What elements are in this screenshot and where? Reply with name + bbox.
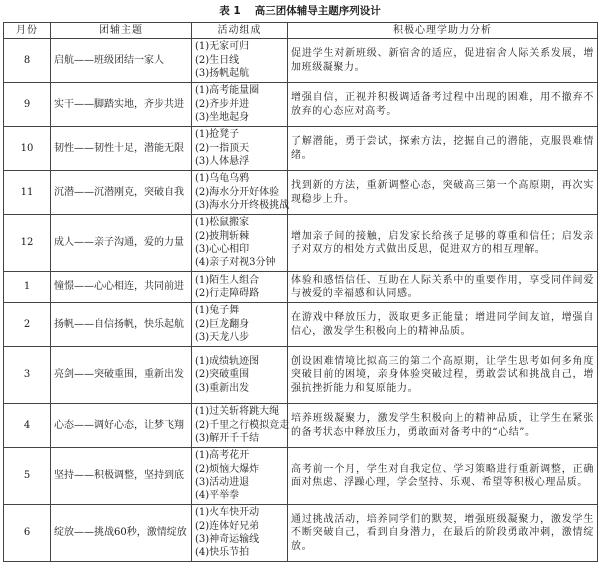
analysis-cell: 增加亲子间的接触，启发家长给孩子足够的尊重和信任；启发亲子对双方的相处方式做出反思，促进双方的相互理解。 [288, 215, 598, 272]
theme-cell: 憧憬——心心相连，共同前进 [51, 272, 192, 303]
activity-item: (1)乌龟乌鸦 [195, 173, 250, 185]
activity-item: (2)突破重围 [195, 369, 250, 381]
activity-item: (2)齐步并进 [195, 98, 250, 110]
header-month: 月份 [4, 23, 51, 39]
analysis-cell: 培养班级凝聚力，激发学生积极向上的精神品质，让学生在紧张的备考状态中释放压力，勇敢面对备考中的“心结”。 [288, 404, 598, 448]
activity-item: (1)抢凳子 [195, 129, 240, 141]
activity-item: (1)松鼠搬家 [195, 217, 250, 229]
table-title: 高三团体辅导主题序列设计 [254, 5, 381, 17]
activity-item: (1)兔子舞 [195, 305, 240, 317]
activity-item: (3)天龙八步 [195, 332, 250, 344]
activities-cell [192, 505, 288, 562]
activities-cell [192, 83, 288, 127]
table-row [4, 39, 598, 83]
theme-cell: 成人——亲子沟通，爱的力量 [51, 215, 192, 272]
month-cell: 2 [4, 303, 51, 347]
theme-cell: 沉潜——沉潜刚克，突破自我 [51, 171, 192, 215]
table-row [4, 171, 598, 215]
table-row [4, 127, 598, 171]
analysis-cell: 高考前一个月，学生对自我定位、学习策略进行重新调整，正确面对焦虑、浮躁心理，学会坚持、乐观、希望等积极心理品质。 [288, 448, 598, 505]
table-row [4, 303, 598, 347]
activity-item: (1)无家可归 [195, 41, 250, 53]
activity-item: (2)连体好兄弟 [195, 520, 260, 532]
activity-item: (4)快乐节拍 [195, 547, 250, 559]
month-cell: 5 [4, 448, 51, 505]
activities-cell [192, 404, 288, 448]
analysis-cell: 创设困难情境比拟高三的第二个高原期，让学生思考如何多角度突破目前的困境，亲身体验突破过程，勇敢尝试和挑战自己，增强抗挫折能力和复原能力。 [288, 347, 598, 404]
activity-item: (1)过关斩将跳大绳 [195, 406, 280, 418]
activity-item: (3)重新出发 [195, 382, 250, 394]
table-row [4, 448, 598, 505]
table-row [4, 83, 598, 127]
analysis-cell: 体验和感悟信任、互助在人际关系中的重要作用，享受同伴间爱与被爱的幸福感和认同感。 [288, 272, 598, 303]
activity-item: (4)亲子对视3分钟 [195, 257, 276, 269]
analysis-cell: 找到新的方法，重新调整心态，突破高三第一个高原期，再次实现稳步上升。 [288, 171, 598, 215]
theme-cell: 心态——调好心态，让梦飞翔 [51, 404, 192, 448]
theme-cell: 实干——脚踏实地，齐步共进 [51, 83, 192, 127]
activity-item: (2)披荆斩棘 [195, 230, 250, 242]
table-row [4, 404, 598, 448]
activity-item: (2)海水分开好体验 [195, 186, 280, 198]
month-cell: 4 [4, 404, 51, 448]
analysis-cell: 增强自信，正视并积极调适备考过程中出现的困难，用不撤弃不放弃的心态应对高考。 [288, 83, 598, 127]
theme-cell: 韧性——韧性十足，潜能无限 [51, 127, 192, 171]
header-theme: 团辅主题 [51, 23, 192, 39]
table-row [4, 272, 598, 303]
activity-item: (1)火车快开动 [195, 507, 260, 519]
analysis-cell: 了解潜能，勇于尝试，探索方法，挖掘自己的潜能，克服畏难情绪。 [288, 127, 598, 171]
activity-item: (1)陌生人组合 [195, 274, 260, 286]
table-row [4, 215, 598, 272]
activity-item: (4)平举拳 [195, 490, 240, 502]
activity-item: (2)行走障碍路 [195, 288, 260, 299]
activity-item: (2)烦恼大爆炸 [195, 463, 260, 475]
header-row [4, 23, 598, 39]
month-cell: 11 [4, 171, 51, 215]
activity-item: (2)巨龙翻身 [195, 318, 250, 330]
theme-cell: 亮剑——突破重围，重新出发 [51, 347, 192, 404]
month-cell: 8 [4, 39, 51, 83]
analysis-cell: 在游戏中释放压力，汲取更多正能量；增进同学间友谊，增强自信心，激发学生积极向上的精神品质。 [288, 303, 598, 347]
activity-item: (3)海水分开终极挑战 [195, 200, 290, 212]
header-analysis: 积极心理学助力分析 [288, 23, 598, 39]
activity-item: (3)心心相印 [195, 244, 250, 255]
theme-cell: 坚持——积极调整，坚持到底 [51, 448, 192, 505]
month-cell: 6 [4, 505, 51, 562]
activities-cell [192, 39, 288, 83]
month-cell: 1 [4, 272, 51, 303]
table-row [4, 505, 598, 562]
activity-item: (3)解开千千结 [195, 433, 260, 445]
month-cell: 10 [4, 127, 51, 171]
table-number: 表 1 [219, 5, 241, 17]
activity-item: (1)高考能量圈 [195, 85, 260, 97]
theme-cell: 启航——班级团结一家人 [51, 39, 192, 83]
activities-cell [192, 347, 288, 404]
activity-item: (1)高考花开 [195, 450, 250, 462]
month-cell: 12 [4, 215, 51, 272]
activities-cell [192, 171, 288, 215]
month-cell: 3 [4, 347, 51, 404]
activity-item: (3)神奇运输线 [195, 534, 260, 545]
analysis-cell: 通过挑战活动，培养同学们的默契，增强班级凝聚力，激发学生不断突破自己，看到自身潜力，在最后的阶段勇敢冲刺，激情绽放。 [288, 505, 598, 562]
theme-cell: 绽放——挑战60秒，激情绽放 [51, 505, 192, 562]
activities-cell [192, 127, 288, 171]
activity-item: (2)千里之行模拟竞走 [195, 419, 290, 431]
activity-item: (1)成绩轨迹图 [195, 355, 260, 367]
activities-cell [192, 448, 288, 505]
analysis-cell: 促进学生对新班级、新宿舍的适应，促进宿舍人际关系发展，增加班级凝聚力。 [288, 39, 598, 83]
theme-cell: 扬帆——自信扬帆，快乐起航 [51, 303, 192, 347]
activity-item: (3)坐地起身 [195, 112, 250, 124]
activity-item: (3)活动进退 [195, 477, 250, 488]
activity-item: (3)人体悬浮 [195, 156, 250, 168]
header-activities: 活动组成 [192, 23, 288, 39]
activities-cell [192, 303, 288, 347]
activity-item: (3)扬帆起航 [195, 68, 250, 80]
activity-item: (2)生日线 [195, 54, 240, 66]
activities-cell [192, 215, 288, 272]
table-row [4, 347, 598, 404]
month-cell: 9 [4, 83, 51, 127]
table-caption [0, 3, 600, 19]
theme-sequence-table [3, 22, 598, 562]
activity-item: (2)一指顶天 [195, 142, 250, 154]
activities-cell [192, 272, 288, 303]
